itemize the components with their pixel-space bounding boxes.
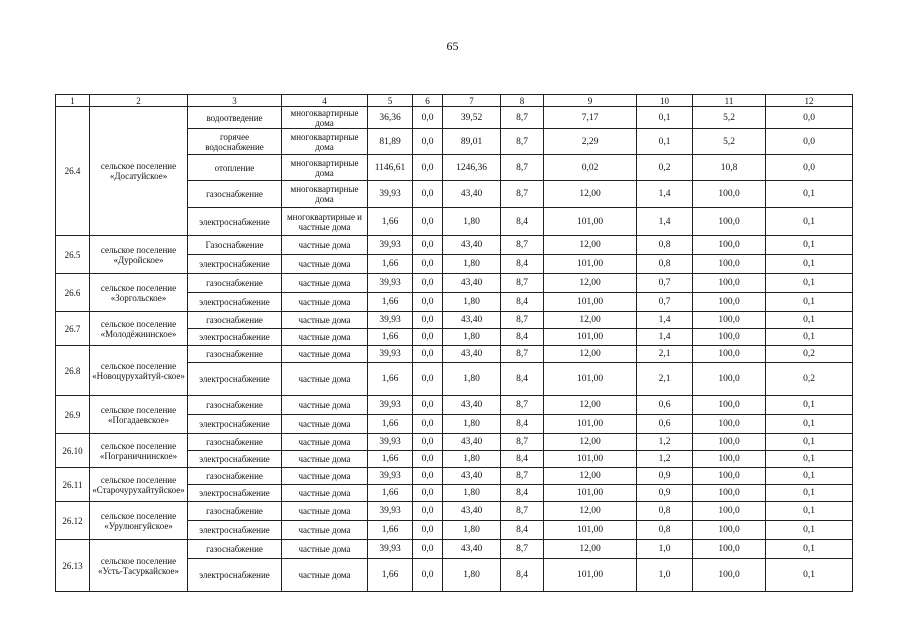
service-cell: газоснабжение bbox=[188, 468, 282, 485]
value-cell: 12,00 bbox=[544, 274, 637, 293]
column-number-header: 5 bbox=[368, 95, 413, 107]
value-cell: 100,0 bbox=[693, 363, 766, 396]
value-cell: 0,6 bbox=[637, 396, 693, 415]
value-cell: 12,00 bbox=[544, 502, 637, 521]
value-cell: 0,7 bbox=[637, 274, 693, 293]
consumer-type-cell: многоквартирные дома bbox=[282, 181, 368, 208]
value-cell: 1,66 bbox=[368, 451, 413, 468]
settlement-name-cell: сельское поселение «Урулюнгуйское» bbox=[90, 502, 188, 540]
value-cell: 0,0 bbox=[413, 415, 443, 434]
value-cell: 0,7 bbox=[637, 293, 693, 312]
value-cell: 1,4 bbox=[637, 329, 693, 346]
tariff-table bbox=[55, 94, 853, 592]
value-cell: 0,1 bbox=[766, 521, 853, 540]
value-cell: 1,80 bbox=[443, 415, 501, 434]
service-cell: электроснабжение bbox=[188, 363, 282, 396]
service-cell: газоснабжение bbox=[188, 346, 282, 363]
value-cell: 100,0 bbox=[693, 208, 766, 236]
value-cell: 1,80 bbox=[443, 521, 501, 540]
consumer-type-cell: частные дома bbox=[282, 540, 368, 559]
value-cell: 0,0 bbox=[413, 434, 443, 451]
value-cell: 1,4 bbox=[637, 208, 693, 236]
service-cell: водоотведение bbox=[188, 107, 282, 129]
value-cell: 8,7 bbox=[501, 312, 544, 329]
value-cell: 0,1 bbox=[766, 540, 853, 559]
value-cell: 8,4 bbox=[501, 559, 544, 592]
consumer-type-cell: частные дома bbox=[282, 451, 368, 468]
value-cell: 0,1 bbox=[766, 208, 853, 236]
value-cell: 0,02 bbox=[544, 155, 637, 181]
value-cell: 0,1 bbox=[766, 236, 853, 255]
header-row bbox=[56, 95, 853, 107]
value-cell: 39,93 bbox=[368, 312, 413, 329]
value-cell: 12,00 bbox=[544, 346, 637, 363]
value-cell: 8,7 bbox=[501, 181, 544, 208]
value-cell: 0,1 bbox=[766, 451, 853, 468]
consumer-type-cell: частные дома bbox=[282, 396, 368, 415]
service-cell: Газоснабжение bbox=[188, 236, 282, 255]
consumer-type-cell: частные дома bbox=[282, 415, 368, 434]
value-cell: 39,93 bbox=[368, 346, 413, 363]
service-cell: электроснабжение bbox=[188, 521, 282, 540]
section-number-cell: 26.8 bbox=[56, 346, 90, 396]
value-cell: 0,0 bbox=[413, 363, 443, 396]
value-cell: 0,1 bbox=[766, 415, 853, 434]
value-cell: 0,9 bbox=[637, 468, 693, 485]
value-cell: 0,0 bbox=[413, 155, 443, 181]
value-cell: 1,80 bbox=[443, 293, 501, 312]
value-cell: 101,00 bbox=[544, 559, 637, 592]
value-cell: 0,1 bbox=[766, 329, 853, 346]
value-cell: 0,0 bbox=[413, 107, 443, 129]
value-cell: 12,00 bbox=[544, 236, 637, 255]
settlement-name-cell: сельское поселение «Молодёжнинское» bbox=[90, 312, 188, 346]
value-cell: 1,66 bbox=[368, 559, 413, 592]
value-cell: 0,6 bbox=[637, 415, 693, 434]
service-cell: электроснабжение bbox=[188, 415, 282, 434]
table-row bbox=[56, 107, 853, 129]
value-cell: 8,7 bbox=[501, 434, 544, 451]
value-cell: 8,7 bbox=[501, 502, 544, 521]
value-cell: 101,00 bbox=[544, 293, 637, 312]
value-cell: 0,0 bbox=[413, 346, 443, 363]
value-cell: 0,0 bbox=[413, 312, 443, 329]
value-cell: 0,8 bbox=[637, 502, 693, 521]
table-row bbox=[56, 396, 853, 415]
section-number-cell: 26.13 bbox=[56, 540, 90, 592]
value-cell: 43,40 bbox=[443, 540, 501, 559]
column-number-header: 3 bbox=[188, 95, 282, 107]
value-cell: 0,0 bbox=[413, 208, 443, 236]
value-cell: 101,00 bbox=[544, 208, 637, 236]
value-cell: 0,1 bbox=[766, 181, 853, 208]
value-cell: 43,40 bbox=[443, 468, 501, 485]
value-cell: 0,0 bbox=[413, 521, 443, 540]
value-cell: 8,7 bbox=[501, 540, 544, 559]
value-cell: 8,7 bbox=[501, 346, 544, 363]
value-cell: 100,0 bbox=[693, 540, 766, 559]
value-cell: 39,93 bbox=[368, 468, 413, 485]
value-cell: 0,8 bbox=[637, 255, 693, 274]
value-cell: 43,40 bbox=[443, 236, 501, 255]
consumer-type-cell: частные дома bbox=[282, 502, 368, 521]
table-row bbox=[56, 540, 853, 559]
value-cell: 1,2 bbox=[637, 451, 693, 468]
consumer-type-cell: частные дома bbox=[282, 559, 368, 592]
value-cell: 1,66 bbox=[368, 485, 413, 502]
value-cell: 0,1 bbox=[766, 434, 853, 451]
value-cell: 5,2 bbox=[693, 107, 766, 129]
value-cell: 1,0 bbox=[637, 540, 693, 559]
value-cell: 0,0 bbox=[413, 485, 443, 502]
value-cell: 8,7 bbox=[501, 155, 544, 181]
service-cell: электроснабжение bbox=[188, 208, 282, 236]
value-cell: 1,80 bbox=[443, 255, 501, 274]
settlement-name-cell: сельское поселение «Пограничнинское» bbox=[90, 434, 188, 468]
value-cell: 101,00 bbox=[544, 329, 637, 346]
column-number-header: 11 bbox=[693, 95, 766, 107]
section-number-cell: 26.11 bbox=[56, 468, 90, 502]
value-cell: 101,00 bbox=[544, 451, 637, 468]
table-body bbox=[56, 95, 853, 592]
value-cell: 1,66 bbox=[368, 329, 413, 346]
service-cell: газоснабжение bbox=[188, 502, 282, 521]
page-number: 65 bbox=[446, 39, 459, 53]
service-cell: газоснабжение bbox=[188, 274, 282, 293]
value-cell: 8,4 bbox=[501, 485, 544, 502]
value-cell: 43,40 bbox=[443, 181, 501, 208]
value-cell: 12,00 bbox=[544, 434, 637, 451]
value-cell: 12,00 bbox=[544, 312, 637, 329]
value-cell: 8,7 bbox=[501, 274, 544, 293]
column-number-header: 6 bbox=[413, 95, 443, 107]
section-number-cell: 26.9 bbox=[56, 396, 90, 434]
value-cell: 43,40 bbox=[443, 346, 501, 363]
value-cell: 43,40 bbox=[443, 396, 501, 415]
value-cell: 0,1 bbox=[766, 396, 853, 415]
value-cell: 100,0 bbox=[693, 415, 766, 434]
section-number-cell: 26.4 bbox=[56, 107, 90, 236]
service-cell: газоснабжение bbox=[188, 434, 282, 451]
value-cell: 0,0 bbox=[413, 540, 443, 559]
value-cell: 100,0 bbox=[693, 293, 766, 312]
service-cell: электроснабжение bbox=[188, 293, 282, 312]
value-cell: 100,0 bbox=[693, 502, 766, 521]
value-cell: 8,4 bbox=[501, 255, 544, 274]
value-cell: 0,8 bbox=[637, 521, 693, 540]
value-cell: 0,0 bbox=[413, 255, 443, 274]
value-cell: 0,0 bbox=[413, 274, 443, 293]
column-number-header: 10 bbox=[637, 95, 693, 107]
consumer-type-cell: многоквартирные дома bbox=[282, 155, 368, 181]
value-cell: 0,0 bbox=[413, 236, 443, 255]
value-cell: 39,93 bbox=[368, 540, 413, 559]
service-cell: газоснабжение bbox=[188, 396, 282, 415]
value-cell: 8,4 bbox=[501, 415, 544, 434]
table-row bbox=[56, 346, 853, 363]
value-cell: 0,1 bbox=[766, 485, 853, 502]
value-cell: 100,0 bbox=[693, 274, 766, 293]
service-cell: электроснабжение bbox=[188, 485, 282, 502]
value-cell: 39,93 bbox=[368, 236, 413, 255]
value-cell: 12,00 bbox=[544, 396, 637, 415]
value-cell: 1,66 bbox=[368, 255, 413, 274]
value-cell: 100,0 bbox=[693, 559, 766, 592]
value-cell: 89,01 bbox=[443, 129, 501, 155]
value-cell: 100,0 bbox=[693, 451, 766, 468]
value-cell: 8,7 bbox=[501, 107, 544, 129]
consumer-type-cell: частные дома bbox=[282, 485, 368, 502]
value-cell: 101,00 bbox=[544, 485, 637, 502]
value-cell: 0,1 bbox=[637, 129, 693, 155]
value-cell: 101,00 bbox=[544, 415, 637, 434]
settlement-name-cell: сельское поселение «Досатуйское» bbox=[90, 107, 188, 236]
value-cell: 100,0 bbox=[693, 396, 766, 415]
consumer-type-cell: многоквартирные дома bbox=[282, 107, 368, 129]
column-number-header: 7 bbox=[443, 95, 501, 107]
section-number-cell: 26.10 bbox=[56, 434, 90, 468]
value-cell: 8,4 bbox=[501, 521, 544, 540]
value-cell: 0,1 bbox=[766, 468, 853, 485]
value-cell: 100,0 bbox=[693, 255, 766, 274]
consumer-type-cell: частные дома bbox=[282, 434, 368, 451]
service-cell: электроснабжение bbox=[188, 255, 282, 274]
value-cell: 0,0 bbox=[413, 129, 443, 155]
value-cell: 81,89 bbox=[368, 129, 413, 155]
consumer-type-cell: частные дома bbox=[282, 255, 368, 274]
value-cell: 1,0 bbox=[637, 559, 693, 592]
settlement-name-cell: сельское поселение «Зоргольское» bbox=[90, 274, 188, 312]
value-cell: 1,2 bbox=[637, 434, 693, 451]
value-cell: 0,0 bbox=[413, 181, 443, 208]
value-cell: 100,0 bbox=[693, 181, 766, 208]
value-cell: 39,93 bbox=[368, 396, 413, 415]
consumer-type-cell: частные дома bbox=[282, 468, 368, 485]
service-cell: газоснабжение bbox=[188, 181, 282, 208]
consumer-type-cell: частные дома bbox=[282, 293, 368, 312]
column-number-header: 2 bbox=[90, 95, 188, 107]
value-cell: 0,1 bbox=[766, 255, 853, 274]
consumer-type-cell: многоквартирные и частные дома bbox=[282, 208, 368, 236]
value-cell: 100,0 bbox=[693, 312, 766, 329]
value-cell: 2,1 bbox=[637, 346, 693, 363]
value-cell: 39,52 bbox=[443, 107, 501, 129]
table-row bbox=[56, 312, 853, 329]
value-cell: 39,93 bbox=[368, 181, 413, 208]
value-cell: 7,17 bbox=[544, 107, 637, 129]
value-cell: 0,1 bbox=[766, 293, 853, 312]
consumer-type-cell: частные дома bbox=[282, 274, 368, 293]
value-cell: 0,0 bbox=[413, 451, 443, 468]
value-cell: 1,66 bbox=[368, 521, 413, 540]
value-cell: 0,0 bbox=[413, 293, 443, 312]
value-cell: 0,0 bbox=[413, 559, 443, 592]
settlement-name-cell: сельское поселение «Погадаевское» bbox=[90, 396, 188, 434]
value-cell: 8,4 bbox=[501, 293, 544, 312]
column-number-header: 4 bbox=[282, 95, 368, 107]
value-cell: 0,1 bbox=[766, 502, 853, 521]
value-cell: 1,4 bbox=[637, 181, 693, 208]
value-cell: 0,1 bbox=[766, 559, 853, 592]
service-cell: горячее водоснабжение bbox=[188, 129, 282, 155]
value-cell: 43,40 bbox=[443, 312, 501, 329]
value-cell: 1,4 bbox=[637, 312, 693, 329]
section-number-cell: 26.7 bbox=[56, 312, 90, 346]
value-cell: 1,80 bbox=[443, 329, 501, 346]
column-number-header: 1 bbox=[56, 95, 90, 107]
value-cell: 101,00 bbox=[544, 363, 637, 396]
consumer-type-cell: частные дома bbox=[282, 363, 368, 396]
value-cell: 1,80 bbox=[443, 363, 501, 396]
value-cell: 0,1 bbox=[637, 107, 693, 129]
table-row bbox=[56, 236, 853, 255]
value-cell: 1,80 bbox=[443, 559, 501, 592]
value-cell: 1,66 bbox=[368, 363, 413, 396]
value-cell: 10,8 bbox=[693, 155, 766, 181]
section-number-cell: 26.6 bbox=[56, 274, 90, 312]
value-cell: 100,0 bbox=[693, 329, 766, 346]
settlement-name-cell: сельское поселение «Старочурухайтуйское» bbox=[90, 468, 188, 502]
consumer-type-cell: частные дома bbox=[282, 521, 368, 540]
value-cell: 100,0 bbox=[693, 236, 766, 255]
settlement-name-cell: сельское поселение «Усть-Тасуркайское» bbox=[90, 540, 188, 592]
section-number-cell: 26.12 bbox=[56, 502, 90, 540]
value-cell: 8,7 bbox=[501, 396, 544, 415]
value-cell: 0,0 bbox=[413, 396, 443, 415]
value-cell: 1,80 bbox=[443, 485, 501, 502]
value-cell: 0,1 bbox=[766, 312, 853, 329]
value-cell: 43,40 bbox=[443, 274, 501, 293]
value-cell: 12,00 bbox=[544, 468, 637, 485]
consumer-type-cell: частные дома bbox=[282, 329, 368, 346]
value-cell: 36,36 bbox=[368, 107, 413, 129]
value-cell: 101,00 bbox=[544, 521, 637, 540]
value-cell: 39,93 bbox=[368, 274, 413, 293]
value-cell: 100,0 bbox=[693, 434, 766, 451]
service-cell: электроснабжение bbox=[188, 451, 282, 468]
service-cell: отопление bbox=[188, 155, 282, 181]
consumer-type-cell: многоквартирные дома bbox=[282, 129, 368, 155]
value-cell: 0,8 bbox=[637, 236, 693, 255]
value-cell: 8,4 bbox=[501, 208, 544, 236]
value-cell: 8,4 bbox=[501, 451, 544, 468]
value-cell: 43,40 bbox=[443, 434, 501, 451]
service-cell: электроснабжение bbox=[188, 329, 282, 346]
value-cell: 43,40 bbox=[443, 502, 501, 521]
value-cell: 39,93 bbox=[368, 502, 413, 521]
value-cell: 12,00 bbox=[544, 181, 637, 208]
value-cell: 8,4 bbox=[501, 363, 544, 396]
value-cell: 1,66 bbox=[368, 415, 413, 434]
service-cell: газоснабжение bbox=[188, 540, 282, 559]
consumer-type-cell: частные дома bbox=[282, 312, 368, 329]
value-cell: 100,0 bbox=[693, 485, 766, 502]
value-cell: 100,0 bbox=[693, 346, 766, 363]
value-cell: 100,0 bbox=[693, 521, 766, 540]
value-cell: 0,0 bbox=[766, 155, 853, 181]
table-row bbox=[56, 434, 853, 451]
value-cell: 1,66 bbox=[368, 293, 413, 312]
value-cell: 0,0 bbox=[413, 329, 443, 346]
value-cell: 2,29 bbox=[544, 129, 637, 155]
value-cell: 8,7 bbox=[501, 236, 544, 255]
value-cell: 0,0 bbox=[413, 502, 443, 521]
value-cell: 1246,36 bbox=[443, 155, 501, 181]
value-cell: 0,0 bbox=[766, 107, 853, 129]
service-cell: электроснабжение bbox=[188, 559, 282, 592]
value-cell: 0,2 bbox=[766, 346, 853, 363]
table-row bbox=[56, 274, 853, 293]
value-cell: 8,7 bbox=[501, 129, 544, 155]
value-cell: 100,0 bbox=[693, 468, 766, 485]
value-cell: 5,2 bbox=[693, 129, 766, 155]
value-cell: 1,66 bbox=[368, 208, 413, 236]
value-cell: 8,4 bbox=[501, 329, 544, 346]
settlement-name-cell: сельское поселение «Дуройское» bbox=[90, 236, 188, 274]
value-cell: 1,80 bbox=[443, 208, 501, 236]
value-cell: 0,9 bbox=[637, 485, 693, 502]
column-number-header: 12 bbox=[766, 95, 853, 107]
settlement-name-cell: сельское поселение «Новоцурухайтуй-ское» bbox=[90, 346, 188, 396]
section-number-cell: 26.5 bbox=[56, 236, 90, 274]
value-cell: 0,2 bbox=[637, 155, 693, 181]
value-cell: 0,0 bbox=[413, 468, 443, 485]
column-number-header: 9 bbox=[544, 95, 637, 107]
value-cell: 2,1 bbox=[637, 363, 693, 396]
value-cell: 39,93 bbox=[368, 434, 413, 451]
value-cell: 0,1 bbox=[766, 274, 853, 293]
consumer-type-cell: частные дома bbox=[282, 236, 368, 255]
value-cell: 8,7 bbox=[501, 468, 544, 485]
column-number-header: 8 bbox=[501, 95, 544, 107]
value-cell: 0,0 bbox=[766, 129, 853, 155]
service-cell: газоснабжение bbox=[188, 312, 282, 329]
table-row bbox=[56, 502, 853, 521]
value-cell: 1,80 bbox=[443, 451, 501, 468]
value-cell: 1146,61 bbox=[368, 155, 413, 181]
value-cell: 12,00 bbox=[544, 540, 637, 559]
table-row bbox=[56, 468, 853, 485]
value-cell: 0,2 bbox=[766, 363, 853, 396]
value-cell: 101,00 bbox=[544, 255, 637, 274]
consumer-type-cell: частные дома bbox=[282, 346, 368, 363]
